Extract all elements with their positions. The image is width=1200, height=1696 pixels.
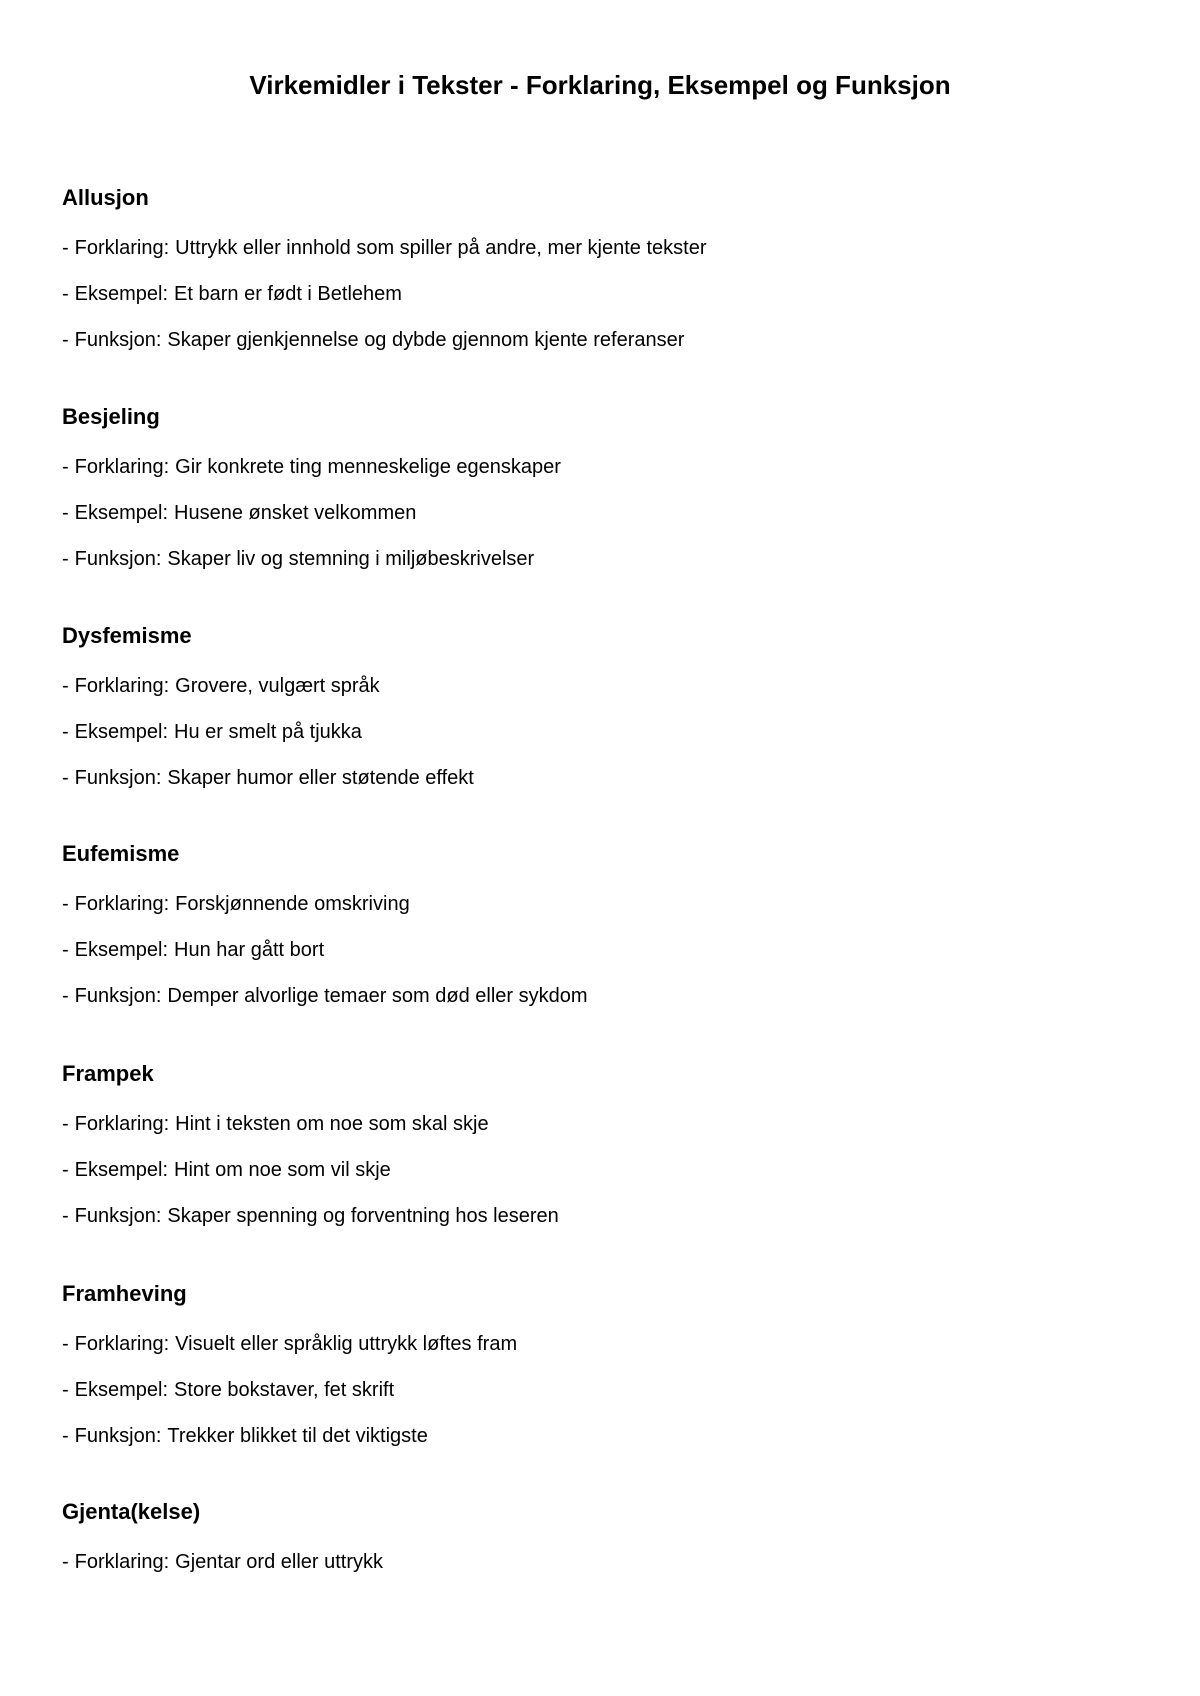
funksjon-text: Skaper gjenkjennelse og dybde gjennom kjente referanser bbox=[167, 329, 685, 351]
forklaring-line: - Forklaring: Forskjønnende omskriving bbox=[62, 893, 410, 915]
forklaring-text: Uttrykk eller innhold som spiller på andre, mer kjente tekster bbox=[175, 237, 707, 259]
forklaring-text: Gjentar ord eller uttrykk bbox=[175, 1551, 384, 1573]
section-heading: Frampek bbox=[62, 1061, 154, 1086]
section-gjentakelse bbox=[62, 1498, 1142, 1573]
eksempel-label: Eksempel: bbox=[74, 502, 169, 524]
eksempel-line: - Eksempel: Hun har gått bort bbox=[62, 939, 325, 961]
forklaring-line: - Forklaring: Grovere, vulgært språk bbox=[62, 675, 380, 697]
funksjon-text: Skaper humor eller støtende effekt bbox=[167, 767, 474, 789]
funksjon-label: Funksjon: bbox=[74, 767, 162, 789]
funksjon-label: Funksjon: bbox=[74, 329, 162, 351]
funksjon-label: Funksjon: bbox=[74, 985, 162, 1007]
section-heading: Dysfemisme bbox=[62, 623, 192, 648]
forklaring-label: Forklaring: bbox=[74, 675, 170, 697]
eksempel-line: - Eksempel: Et barn er født i Betlehem bbox=[62, 283, 402, 305]
section-allusjon bbox=[62, 184, 1142, 351]
funksjon-line: - Funksjon: Skaper liv og stemning i miljøbeskrivelser bbox=[62, 548, 535, 570]
funksjon-line: - Funksjon: Skaper humor eller støtende effekt bbox=[62, 767, 474, 789]
section-framheving bbox=[62, 1280, 1142, 1447]
forklaring-text: Visuelt eller språklig uttrykk løftes fram bbox=[175, 1333, 518, 1355]
funksjon-line: - Funksjon: Skaper spenning og forventning hos leseren bbox=[62, 1205, 559, 1227]
eksempel-label: Eksempel: bbox=[74, 1379, 169, 1401]
section-heading: Framheving bbox=[62, 1281, 187, 1306]
funksjon-text: Skaper spenning og forventning hos leseren bbox=[167, 1205, 559, 1227]
eksempel-text: Hu er smelt på tjukka bbox=[174, 721, 362, 743]
forklaring-label: Forklaring: bbox=[74, 1333, 170, 1355]
forklaring-label: Forklaring: bbox=[74, 456, 170, 478]
eksempel-text: Hint om noe som vil skje bbox=[174, 1159, 391, 1181]
eksempel-label: Eksempel: bbox=[74, 1159, 169, 1181]
eksempel-text: Husene ønsket velkommen bbox=[174, 502, 417, 524]
section-eufemisme bbox=[62, 840, 1142, 1007]
forklaring-line: - Forklaring: Uttrykk eller innhold som spiller på andre, mer kjente tekster bbox=[62, 237, 707, 259]
eksempel-label: Eksempel: bbox=[74, 939, 169, 961]
eksempel-text: Hun har gått bort bbox=[174, 939, 325, 961]
section-heading: Gjenta(kelse) bbox=[62, 1499, 201, 1524]
funksjon-label: Funksjon: bbox=[74, 1425, 162, 1447]
forklaring-text: Hint i teksten om noe som skal skje bbox=[175, 1113, 489, 1135]
section-frampek bbox=[62, 1060, 1142, 1227]
eksempel-text: Store bokstaver, fet skrift bbox=[174, 1379, 395, 1401]
forklaring-label: Forklaring: bbox=[74, 893, 170, 915]
funksjon-text: Trekker blikket til det viktigste bbox=[167, 1425, 428, 1447]
section-dysfemisme bbox=[62, 622, 1142, 789]
forklaring-line: - Forklaring: Gir konkrete ting menneskelige egenskaper bbox=[62, 456, 561, 478]
section-besjeling bbox=[62, 403, 1142, 570]
forklaring-line: - Forklaring: Visuelt eller språklig uttrykk løftes fram bbox=[62, 1333, 518, 1355]
funksjon-text: Skaper liv og stemning i miljøbeskrivelser bbox=[167, 548, 535, 570]
forklaring-text: Forskjønnende omskriving bbox=[175, 893, 410, 915]
eksempel-text: Et barn er født i Betlehem bbox=[174, 283, 402, 305]
eksempel-line: - Eksempel: Hint om noe som vil skje bbox=[62, 1159, 391, 1181]
forklaring-line: - Forklaring: Hint i teksten om noe som skal skje bbox=[62, 1113, 489, 1135]
forklaring-text: Grovere, vulgært språk bbox=[175, 675, 380, 697]
section-heading: Eufemisme bbox=[62, 841, 180, 866]
funksjon-label: Funksjon: bbox=[74, 1205, 162, 1227]
funksjon-line: - Funksjon: Demper alvorlige temaer som død eller sykdom bbox=[62, 985, 588, 1007]
forklaring-line: - Forklaring: Gjentar ord eller uttrykk bbox=[62, 1551, 384, 1573]
page-title: Virkemidler i Tekster - Forklaring, Eksempel og Funksjon bbox=[249, 70, 951, 100]
eksempel-label: Eksempel: bbox=[74, 283, 169, 305]
eksempel-label: Eksempel: bbox=[74, 721, 169, 743]
section-heading: Besjeling bbox=[62, 404, 160, 429]
forklaring-text: Gir konkrete ting menneskelige egenskaper bbox=[175, 456, 561, 478]
eksempel-line: - Eksempel: Husene ønsket velkommen bbox=[62, 502, 417, 524]
funksjon-label: Funksjon: bbox=[74, 548, 162, 570]
eksempel-line: - Eksempel: Hu er smelt på tjukka bbox=[62, 721, 362, 743]
forklaring-label: Forklaring: bbox=[74, 1551, 170, 1573]
funksjon-line: - Funksjon: Skaper gjenkjennelse og dybde gjennom kjente referanser bbox=[62, 329, 685, 351]
funksjon-text: Demper alvorlige temaer som død eller sykdom bbox=[167, 985, 588, 1007]
funksjon-line: - Funksjon: Trekker blikket til det viktigste bbox=[62, 1425, 428, 1447]
section-heading: Allusjon bbox=[62, 185, 149, 210]
forklaring-label: Forklaring: bbox=[74, 237, 170, 259]
forklaring-label: Forklaring: bbox=[74, 1113, 170, 1135]
eksempel-line: - Eksempel: Store bokstaver, fet skrift bbox=[62, 1379, 395, 1401]
